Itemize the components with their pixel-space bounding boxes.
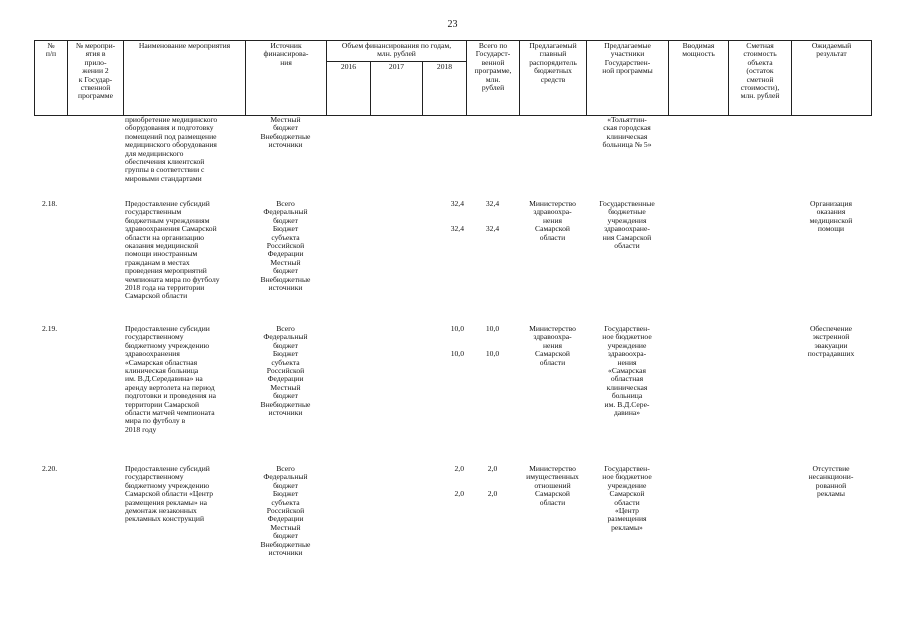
cell-name: приобретение медицинского оборудования и подготовку помещений под размещение медицинского оборудования для медицинского обеспечения клиентской группы в соответствии с мировыми стандартами <box>125 116 218 183</box>
header-source: Источник финансирова- ния <box>246 41 327 116</box>
cell-participants: «Тольяттин- ская городская клиническая больница № 5» <box>602 116 652 150</box>
cell-2018: 32,4 32,4 <box>450 200 464 234</box>
cell-distributor: Министерство здравоохра- нения Самарской области <box>529 200 576 242</box>
cell-participants: Государствен- ное бюджетное учреждение здравоохра- нения «Самарская областная клиническая больница им. В.Д.Сере- давина» <box>602 325 652 418</box>
cell-result: Организация оказания медицинской помощи <box>809 200 853 234</box>
cell-np: 2.19. <box>42 325 58 333</box>
cell-source: Всего Федеральный бюджет Бюджет субъекта Российской Федерации Местный бюджет Внебюджетные источники <box>260 325 311 418</box>
cell-name: Предоставление субсидий государственному бюджетному учреждению Самарской области «Центр размещения рекламы» на демонтаж незаконных рекламных конструкций <box>125 465 213 524</box>
cell-source: Всего Федеральный бюджет Бюджет субъекта Российской Федерации Местный бюджет Внебюджетные источники <box>260 465 311 558</box>
header-result: Ожидаемый результат <box>792 41 872 116</box>
cell-np: 2.20. <box>42 465 58 473</box>
cell-2018: 10,0 10,0 <box>450 325 464 359</box>
table-row <box>34 200 871 325</box>
cell-total: 2,0 2,0 <box>487 465 498 499</box>
page-number: 23 <box>447 19 458 30</box>
cell-name: Предоставление субсидий государственным бюджетным учреждениям здравоохранения Самарской области на организацию оказания медицинской помощи иностранным гражданам в местах проведения мероприятий чемпионата мира по футболу 2018 года на территории Самарской области <box>125 200 220 301</box>
header-total: Всего по Государст- венной программе, млн. рублей <box>467 41 520 116</box>
cell-distributor: Министерство здравоохра- нения Самарской области <box>529 325 576 367</box>
cell-name: Предоставление субсидии государственному бюджетному учреждению здравоохранения «Самарская областная клиническая больница им. В.Д.Середавина» на аренду вертолета на период подготовки и проведения на территории Самарской области матчей чемпионата мира по футболу в 2018 году <box>125 325 216 434</box>
header-name: Наименование мероприятия <box>124 41 246 116</box>
cell-2018: 2,0 2,0 <box>454 465 464 499</box>
cell-result: Отсутствие несанкциони- рованной рекламы <box>808 465 854 499</box>
cell-total: 32,4 32,4 <box>485 200 500 234</box>
cell-total: 10,0 10,0 <box>485 325 500 359</box>
table-header <box>34 40 872 116</box>
cell-distributor: Министерство имущественных отношений Самарской области <box>526 465 579 507</box>
header-capacity: Вводимая мощность <box>669 41 729 116</box>
cell-result: Обеспечение экстренной эвакуации пострадавших <box>807 325 855 359</box>
cell-source: Всего Федеральный бюджет Бюджет субъекта Российской Федерации Местный бюджет Внебюджетные источники <box>260 200 311 293</box>
cell-source: Местный бюджет Внебюджетные источники <box>260 116 311 150</box>
header-year-2016: 2016 <box>327 61 371 115</box>
header-measure-no: № меропри- ятия в прило- жении 2 к Государ- ственной программе <box>68 41 124 116</box>
cell-participants: Государствен- ное бюджетное учреждение Самарской области «Центр размещения рекламы» <box>602 465 652 532</box>
header-funding: Объем финансирования по годам, млн. рублей <box>327 41 467 62</box>
table-row <box>34 325 871 465</box>
table-body <box>34 116 871 575</box>
header-year-2018: 2018 <box>423 61 467 115</box>
header-participants: Предлагаемые участники Государствен- ной программы <box>587 41 669 116</box>
header-np: № п/п <box>35 41 68 116</box>
table-row-continuation <box>34 116 871 200</box>
table-row <box>34 465 871 575</box>
header-distributor: Предлагаемый главный распорядитель бюджетных средств <box>520 41 587 116</box>
cell-participants: Государственные бюджетные учреждения здравоохране- ния Самарской области <box>599 200 655 251</box>
header-year-2017: 2017 <box>371 61 423 115</box>
header-cost: Сметная стоимость объекта (остаток сметной стоимости), млн. рублей <box>729 41 792 116</box>
cell-np: 2.18. <box>42 200 58 208</box>
